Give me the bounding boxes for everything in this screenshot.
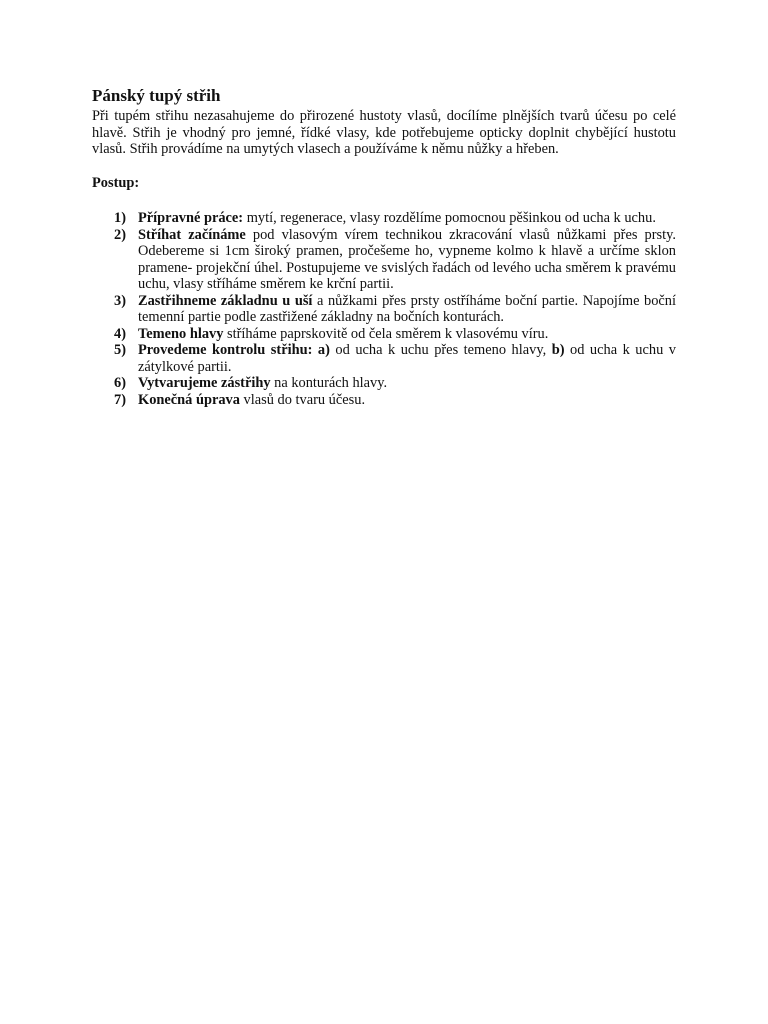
- step-number: 3): [114, 292, 126, 309]
- step-number: 7): [114, 391, 126, 408]
- step-bold-marker-a: a): [317, 342, 330, 358]
- step-bold-text: Provedeme kontrolu střihu:: [138, 342, 313, 358]
- step-text: od ucha k uchu přes temeno hlavy,: [329, 342, 547, 358]
- step-number: 4): [114, 325, 126, 342]
- intro-paragraph: Při tupém střihu nezasahujeme do přirozené hustoty vlasů, docílíme plnějších tvarů účesu po celé hlavě. Střih je vhodný pro jemné, řídké vlasy, kde potřebujeme opticky doplnit chybějící hustotu vlasů. Střih provádíme na umytých vlasech a používáme k němu nůžky a hřeben.: [92, 108, 676, 157]
- step-text: vlasů do tvaru účesu.: [239, 391, 366, 408]
- step-bold-text: Přípravné práce:: [138, 210, 244, 226]
- list-item: [92, 392, 676, 409]
- step-text: a nůžkami přes prsty ostříháme boční partie. Napojíme boční temenní partie podle zastřižené základny na bočních konturách.: [138, 292, 677, 325]
- step-bold-text: Temeno hlavy: [138, 325, 224, 342]
- list-item: [92, 375, 676, 392]
- step-bold-marker-b: b): [551, 342, 565, 358]
- list-item: [92, 227, 676, 293]
- document-title: Pánský tupý střih: [92, 86, 221, 105]
- step-number: 1): [114, 210, 126, 226]
- step-text-continued: od ucha k uchu v zátylkové partii.: [138, 342, 676, 375]
- step-text: na konturách hlavy.: [270, 375, 388, 391]
- document-page: [92, 86, 676, 408]
- postup-heading: Postup:: [92, 174, 140, 191]
- step-number: 5): [114, 342, 126, 358]
- step-text: pod vlasovým vírem technikou zkracování vlasů nůžkami přes prsty. Odebereme si 1cm široký pramen, pročešeme ho, vypneme kolmo k hlavě a určíme sklon pramene- projekční úhel. Postupujeme ve svislých řadách od levého ucha směrem k pravému uchu, vlasy stříháme směrem ke krční partii.: [138, 226, 676, 292]
- step-text: stříháme paprskovitě od čela směrem k vlasovému víru.: [223, 325, 549, 342]
- step-number: 6): [114, 375, 126, 391]
- step-bold-text: Konečná úprava: [138, 391, 240, 408]
- steps-list: [92, 210, 676, 408]
- list-item: [92, 326, 676, 343]
- step-text: mytí, regenerace, vlasy rozdělíme pomocnou pěšinkou od ucha k uchu.: [243, 210, 656, 226]
- list-item: [92, 342, 676, 375]
- list-item: [92, 210, 676, 227]
- list-item: [92, 293, 676, 326]
- step-bold-text: Stříhat začínáme: [138, 226, 246, 243]
- step-number: 2): [114, 226, 126, 243]
- step-bold-text: Vytvarujeme zástřihy: [138, 375, 271, 391]
- step-bold-text: Zastřihneme základnu u uší: [138, 292, 313, 309]
